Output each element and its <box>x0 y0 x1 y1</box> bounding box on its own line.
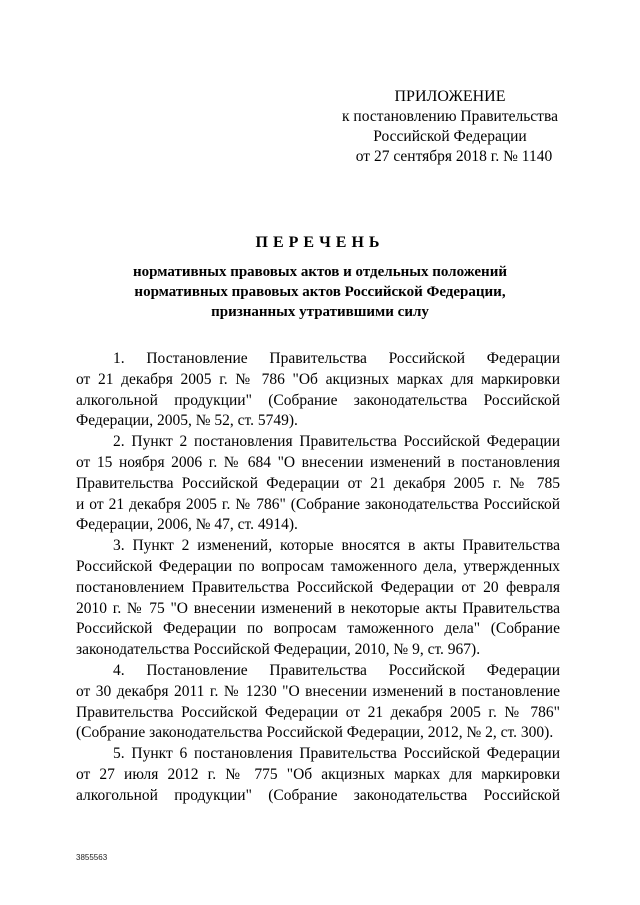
paragraph-1-line-3: алкогольной продукции" (Собрание законодательства Российской <box>76 391 560 409</box>
subtitle-line-2: нормативных правовых актов Российской Федерации, <box>134 284 506 300</box>
appendix-line-1: к постановлению Правительства <box>342 108 558 125</box>
paragraph-2-line-4: и от 21 декабря 2005 г. № 786" (Собрание законодательства Российской <box>76 495 560 513</box>
paragraph-3-line-4: 2010 г. № 75 "О внесении изменений в некоторые акты Правительства <box>76 599 560 617</box>
paragraph-5-line-2: от 27 июля 2012 г. № 775 "Об акцизных марках для маркировки <box>76 765 560 783</box>
paragraph-5-line-1: 5. Пункт 6 постановления Правительства Российской Федерации <box>113 745 560 763</box>
paragraph-2-line-3: Правительства Российской Федерации от 21 декабря 2005 г. № 785 <box>76 474 560 492</box>
document-title: ПЕРЕЧЕНЬ <box>255 234 385 251</box>
paragraph-3-line-5: Российской Федерации по вопросам таможенного дела" (Собрание <box>76 620 560 638</box>
paragraph-3-line-2: Российской Федерации по вопросам таможенного дела, утвержденных <box>76 557 560 575</box>
document-id: 3855563 <box>76 853 108 862</box>
paragraph-3-line-1: 3. Пункт 2 изменений, которые вносятся в акты Правительства <box>113 537 560 555</box>
paragraph-2-line-1: 2. Пункт 2 постановления Правительства Российской Федерации <box>113 433 560 451</box>
subtitle-line-1: нормативных правовых актов и отдельных положений <box>133 264 507 280</box>
paragraph-1-line-1: 1. Постановление Правительства Российской Федерации <box>113 350 560 367</box>
paragraph-2-line-2: от 15 ноября 2006 г. № 684 "О внесении изменений в постановления <box>76 453 560 471</box>
appendix-heading: ПРИЛОЖЕНИЕ <box>394 88 506 105</box>
subtitle-line-3: признанных утратившими силу <box>211 304 429 320</box>
paragraph-4-line-1: 4. Постановление Правительства Российской Федерации <box>113 661 560 679</box>
paragraph-3-line-3: постановлением Правительства Российской Федерации от 20 февраля <box>76 578 560 596</box>
paragraph-1-line-2: от 21 декабря 2005 г. № 786 "Об акцизных марках для маркировки <box>76 370 560 388</box>
paragraph-3-line-6: законодательства Российской Федерации, 2010, № 9, ст. 967). <box>76 641 481 659</box>
paragraph-4-line-3: Правительства Российской Федерации от 21 декабря 2005 г. № 786" <box>76 703 560 721</box>
list-body <box>76 349 560 807</box>
appendix-date-line: от 27 сентября 2018 г. № 1140 <box>355 148 553 165</box>
paragraph-2-line-5: Федерации, 2006, № 47, ст. 4914). <box>76 516 298 534</box>
paragraph-4-line-2: от 30 декабря 2011 г. № 1230 "О внесении изменений в постановление <box>76 682 560 700</box>
appendix-line-2: Российской Федерации <box>373 128 527 145</box>
paragraph-1-line-4: Федерации, 2005, № 52, ст. 5749). <box>76 412 298 430</box>
paragraph-4-line-4: (Собрание законодательства Российской Федерации, 2012, № 2, ст. 300). <box>76 724 554 742</box>
document-subtitle <box>90 262 550 322</box>
appendix-block <box>330 87 570 167</box>
paragraph-5-line-3: алкогольной продукции" (Собрание законодательства Российской <box>76 786 560 804</box>
